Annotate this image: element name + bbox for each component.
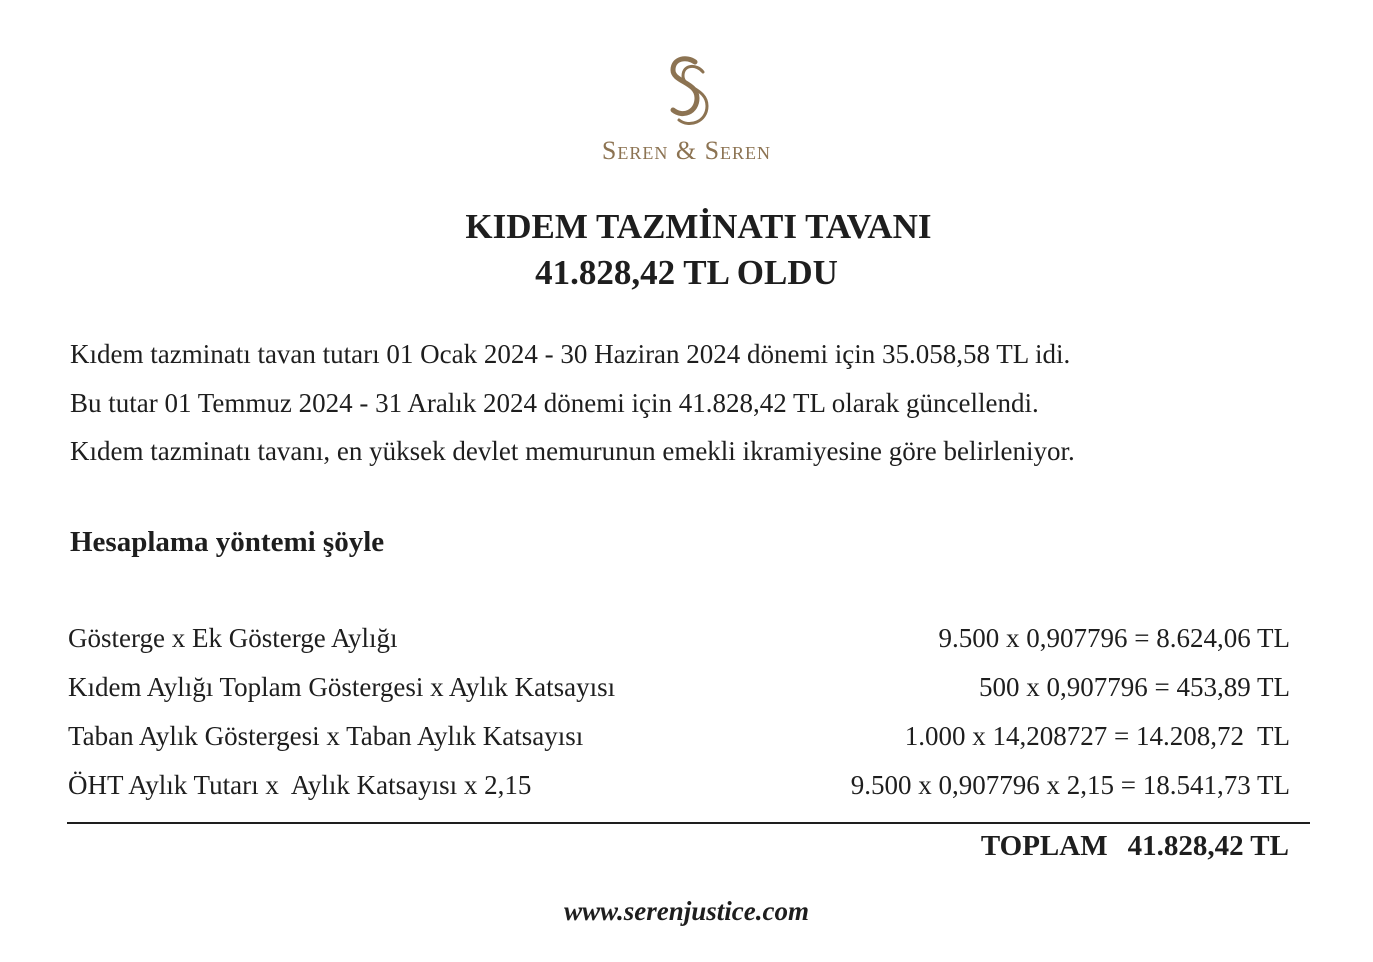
brand-name: Seren & Seren [601,136,772,165]
total-line [981,830,1289,863]
intro-line: Bu tutar 01 Temmuz 2024 - 31 Aralık 2024 dönemi için 41.828,42 TL olarak güncellendi. [70,387,1039,418]
website-url: www.serenjustice.com [563,896,809,926]
row-label: Gösterge x Ek Gösterge Aylığı [68,623,398,653]
total-label: TOPLAM [980,830,1108,862]
row-formula: 1.000 x 14,208727 = 14.208,72 TL [904,721,1290,751]
row-formula: 9.500 x 0,907796 x 2,15 = 18.541,73 TL [850,770,1290,800]
total-value: 41.828,42 TL [1127,830,1289,862]
calculation-row [68,712,1290,761]
page-title [0,204,1373,296]
row-formula: 500 x 0,907796 = 453,89 TL [979,672,1290,702]
logo [0,52,1373,132]
title-line-1: KIDEM TAZMİNATI TAVANI [465,207,932,246]
double-s-monogram-icon [657,52,717,132]
intro-line: Kıdem tazminatı tavanı, en yüksek devlet memurunun emekli ikramiyesine göre belirleniyor. [70,436,1075,466]
row-label: Kıdem Aylığı Toplam Göstergesi x Aylık Katsayısı [68,672,616,702]
intro-line: Kıdem tazminatı tavan tutarı 01 Ocak 2024 - 30 Haziran 2024 dönemi için 35.058,58 TL idi. [70,339,1071,369]
calculation-row [68,761,1290,810]
row-label: ÖHT Aylık Tutarı x Aylık Katsayısı x 2,15 [68,770,532,800]
row-label: Taban Aylık Göstergesi x Taban Aylık Katsayısı [68,721,584,751]
calculation-row [68,614,1290,663]
calculation-row [68,663,1290,712]
row-formula: 9.500 x 0,907796 = 8.624,06 TL [938,623,1290,653]
calculation-table [68,614,1290,810]
calculation-heading: Hesaplama yöntemi şöyle [70,526,385,558]
intro-paragraph [70,330,1075,476]
title-line-2: 41.828,42 TL OLDU [535,253,838,292]
total-divider [67,822,1310,824]
